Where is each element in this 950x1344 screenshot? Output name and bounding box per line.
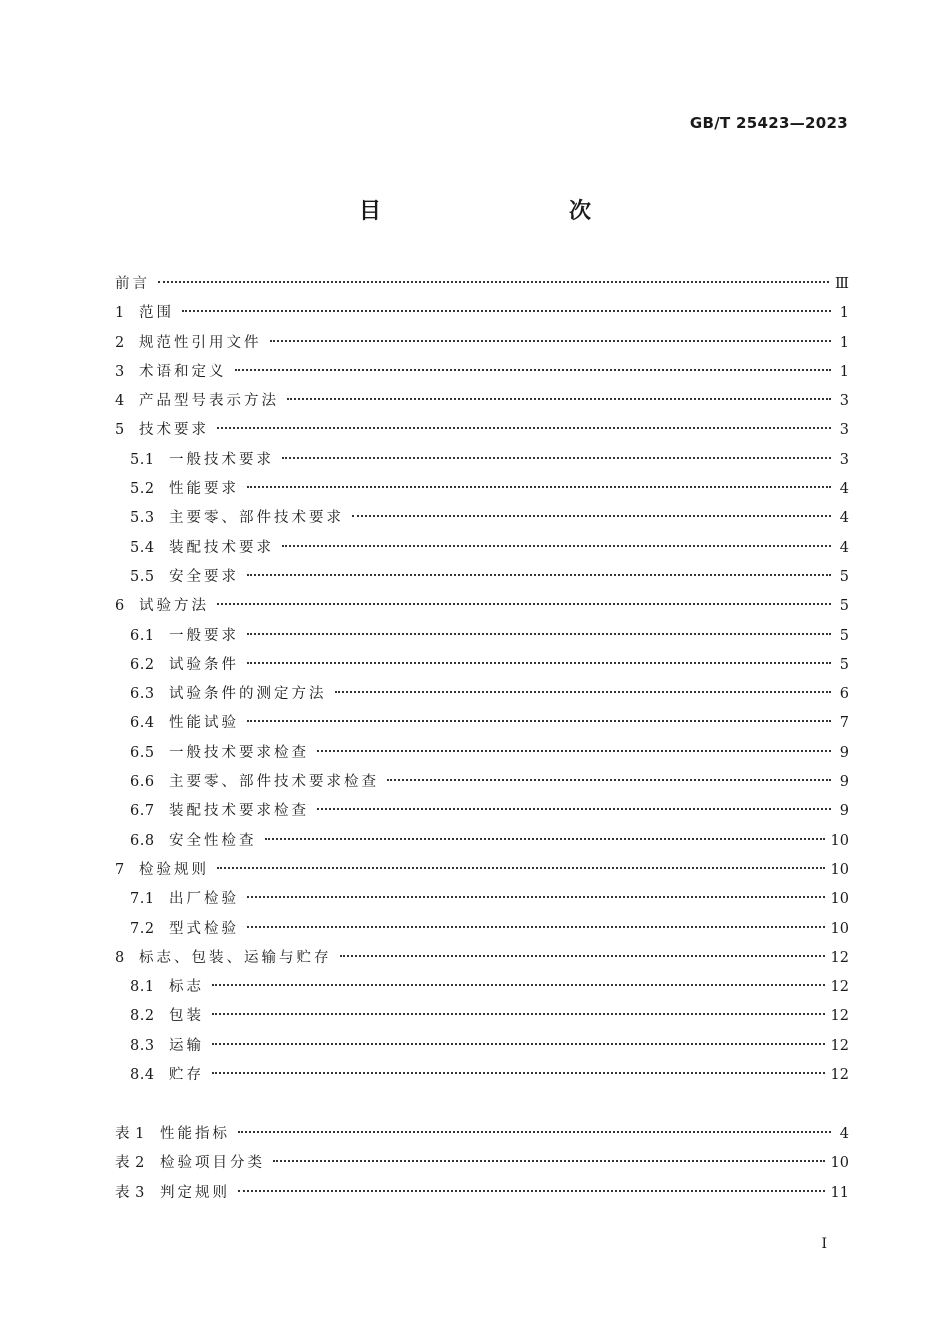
toc-leader-dots (235, 369, 832, 371)
toc-entry-page: 10 (830, 920, 849, 937)
toc-entry-number: 5.5 (130, 568, 155, 585)
toc-entry[interactable] (115, 592, 849, 621)
toc-entry-page: 5 (839, 627, 849, 644)
toc-entry[interactable] (115, 680, 849, 709)
toc-entry-label: 安全性检查 (169, 832, 257, 849)
toc-entry-label: 安全要求 (169, 568, 239, 585)
toc-leader-dots (217, 427, 831, 429)
toc-entry-number: 6 (115, 598, 125, 615)
toc-leader-dots (247, 896, 825, 898)
toc-entry[interactable] (115, 885, 849, 914)
toc-entry-number: 5 (115, 422, 125, 439)
toc-entry[interactable] (115, 797, 849, 826)
toc-entry[interactable] (115, 416, 849, 445)
toc-entry-number: 8.3 (130, 1037, 155, 1054)
toc-entry-number: 1 (115, 305, 125, 322)
toc-entry-label: 性能试验 (169, 715, 239, 732)
toc-leader-dots (340, 955, 825, 957)
toc-leader-dots (247, 662, 831, 664)
toc-entry[interactable] (115, 944, 849, 973)
toc-leader-dots (247, 926, 825, 928)
toc-entry-page: 3 (839, 422, 849, 439)
toc-entry-number: 5.1 (130, 451, 155, 468)
toc-leader-dots (282, 545, 831, 547)
toc-entry[interactable] (115, 915, 849, 944)
toc-entry-page: 10 (830, 891, 849, 908)
toc-entry[interactable] (115, 1179, 849, 1208)
toc-entry-label: 装配技术要求 (169, 539, 274, 556)
toc-entry[interactable] (115, 827, 849, 856)
toc-entry-label: 包装 (169, 1008, 204, 1025)
toc-leader-dots (287, 398, 831, 400)
toc-entry[interactable] (115, 270, 849, 299)
toc-entry-label: 标志 (169, 979, 204, 996)
toc-leader-dots (212, 1072, 825, 1074)
toc-entry-number: 6.8 (130, 832, 155, 849)
toc-leader-dots (387, 779, 831, 781)
toc-entry[interactable] (115, 358, 849, 387)
toc-entry-number: 5.4 (130, 539, 155, 556)
toc-entry-page: 4 (839, 510, 849, 527)
toc-entry-number: 8 (115, 949, 125, 966)
toc-entry-number: 5.3 (130, 510, 155, 527)
toc-entry[interactable] (115, 1061, 849, 1090)
toc-entry[interactable] (115, 299, 849, 328)
toc-leader-dots (317, 808, 831, 810)
toc-entry-label: 技术要求 (139, 422, 209, 439)
toc-entry-label: 术语和定义 (139, 363, 227, 380)
toc-entry[interactable] (115, 329, 849, 358)
toc-entry-label: 检验项目分类 (160, 1155, 265, 1172)
toc-entry-page: 5 (839, 568, 849, 585)
toc-entry-number: 8.1 (130, 979, 155, 996)
toc-entry-number: 7 (115, 861, 125, 878)
toc-entry-page: 7 (839, 715, 849, 732)
toc-entry[interactable] (115, 1032, 849, 1061)
toc-entry-number: 6.4 (130, 715, 155, 732)
toc-leader-dots (158, 281, 829, 283)
standard-number: GB/T 25423—2023 (689, 114, 848, 132)
toc-leader-dots (247, 633, 831, 635)
toc-leader-dots (247, 720, 831, 722)
toc-leader-dots (282, 457, 831, 459)
toc-entry-page: 3 (839, 451, 849, 468)
toc-leader-dots (352, 515, 831, 517)
toc-entry-label: 主要零、部件技术要求检查 (169, 774, 379, 791)
toc-entry-number: 6.1 (130, 627, 155, 644)
toc-entry[interactable] (115, 387, 849, 416)
toc-entry-number: 6.2 (130, 656, 155, 673)
toc-entry-page: 1 (839, 334, 849, 351)
toc-entry-page: Ⅲ (835, 276, 849, 292)
table-of-contents (115, 270, 849, 1208)
toc-leader-dots (212, 1043, 825, 1045)
toc-entry-number: 7.2 (130, 920, 155, 937)
toc-entry-page: 4 (839, 539, 849, 556)
toc-entry-page: 9 (839, 803, 849, 820)
toc-leader-dots (238, 1131, 831, 1133)
toc-entry-number: 表 3 (115, 1184, 145, 1201)
toc-leader-dots (273, 1160, 825, 1162)
toc-entry[interactable] (115, 768, 849, 797)
toc-entry-label: 试验条件 (169, 656, 239, 673)
toc-entry-label: 贮存 (169, 1067, 204, 1084)
toc-entry-label: 性能指标 (160, 1125, 230, 1142)
toc-entry-page: 3 (839, 393, 849, 410)
toc-entry-number: 3 (115, 363, 125, 380)
toc-gap (115, 1090, 849, 1120)
toc-entry-number: 8.2 (130, 1008, 155, 1025)
toc-entry-number: 6.5 (130, 744, 155, 761)
toc-entry-label: 出厂检验 (169, 891, 239, 908)
toc-entry-page: 12 (830, 979, 849, 996)
toc-entry-page: 4 (839, 481, 849, 498)
toc-entry[interactable] (115, 856, 849, 885)
toc-entry-number: 4 (115, 393, 125, 410)
toc-entry-label: 性能要求 (169, 481, 239, 498)
toc-entry-page: 1 (839, 363, 849, 380)
toc-entry-label: 前言 (115, 276, 150, 292)
toc-leader-dots (247, 574, 831, 576)
toc-entry-page: 5 (839, 598, 849, 615)
toc-entry-label: 装配技术要求检查 (169, 803, 309, 820)
toc-entry-page: 10 (830, 1155, 849, 1172)
toc-entry[interactable] (115, 739, 849, 768)
page-title: 目 次 (358, 199, 639, 224)
toc-entry-number: 6.7 (130, 803, 155, 820)
toc-entry-page: 12 (830, 1008, 849, 1025)
toc-entry-number: 表 2 (115, 1155, 145, 1172)
toc-entry-label: 一般技术要求检查 (169, 744, 309, 761)
toc-entry[interactable] (115, 475, 849, 504)
toc-entry-label: 运输 (169, 1037, 204, 1054)
toc-entry-label: 检验规则 (139, 861, 209, 878)
toc-entry-label: 试验条件的测定方法 (169, 686, 327, 703)
toc-entry-number: 2 (115, 334, 125, 351)
toc-entry[interactable] (115, 622, 849, 651)
toc-entry-label: 判定规则 (160, 1184, 230, 1201)
toc-entry-number: 7.1 (130, 891, 155, 908)
toc-entry[interactable] (115, 973, 849, 1002)
toc-entry-page: 6 (839, 686, 849, 703)
toc-entry-page: 12 (830, 949, 849, 966)
toc-entry[interactable] (115, 563, 849, 592)
toc-entry-number: 表 1 (115, 1125, 145, 1142)
toc-entry[interactable] (115, 446, 849, 475)
toc-entry-number: 6.6 (130, 774, 155, 791)
toc-entry-page: 9 (839, 744, 849, 761)
toc-entry[interactable] (115, 1149, 849, 1178)
toc-entry-page: 1 (839, 305, 849, 322)
toc-entry-label: 试验方法 (139, 598, 209, 615)
toc-leader-dots (212, 984, 825, 986)
toc-entry-label: 主要零、部件技术要求 (169, 510, 344, 527)
page-number: I (821, 1236, 827, 1252)
toc-leader-dots (217, 867, 825, 869)
toc-entry-label: 标志、包装、运输与贮存 (139, 949, 332, 966)
toc-entry[interactable] (115, 651, 849, 680)
toc-entry[interactable] (115, 534, 849, 563)
toc-leader-dots (270, 340, 832, 342)
toc-entry[interactable] (115, 1002, 849, 1031)
toc-entry-label: 一般技术要求 (169, 451, 274, 468)
toc-entry-page: 11 (830, 1184, 849, 1201)
toc-entry-page: 10 (830, 832, 849, 849)
toc-entry-label: 范围 (139, 305, 174, 322)
toc-entry-page: 5 (839, 656, 849, 673)
toc-leader-dots (238, 1190, 825, 1192)
toc-leader-dots (265, 838, 825, 840)
toc-leader-dots (217, 603, 831, 605)
toc-leader-dots (247, 486, 831, 488)
toc-leader-dots (335, 691, 832, 693)
toc-entry-label: 型式检验 (169, 920, 239, 937)
toc-leader-dots (182, 310, 831, 312)
toc-entry-number: 8.4 (130, 1067, 155, 1084)
toc-entry-number: 6.3 (130, 686, 155, 703)
toc-entry[interactable] (115, 1120, 849, 1149)
toc-entry-number: 5.2 (130, 481, 155, 498)
toc-entry-page: 4 (839, 1125, 849, 1142)
toc-entry[interactable] (115, 504, 849, 533)
toc-leader-dots (317, 750, 831, 752)
toc-entry-page: 12 (830, 1037, 849, 1054)
toc-entry-page: 9 (839, 774, 849, 791)
toc-entry-page: 10 (830, 861, 849, 878)
toc-entry-label: 产品型号表示方法 (139, 393, 279, 410)
toc-entry-label: 一般要求 (169, 627, 239, 644)
toc-entry-page: 12 (830, 1067, 849, 1084)
toc-entry[interactable] (115, 709, 849, 738)
toc-leader-dots (212, 1013, 825, 1015)
toc-sections (115, 270, 849, 1090)
toc-entry-label: 规范性引用文件 (139, 334, 262, 351)
toc-tables (115, 1120, 849, 1208)
